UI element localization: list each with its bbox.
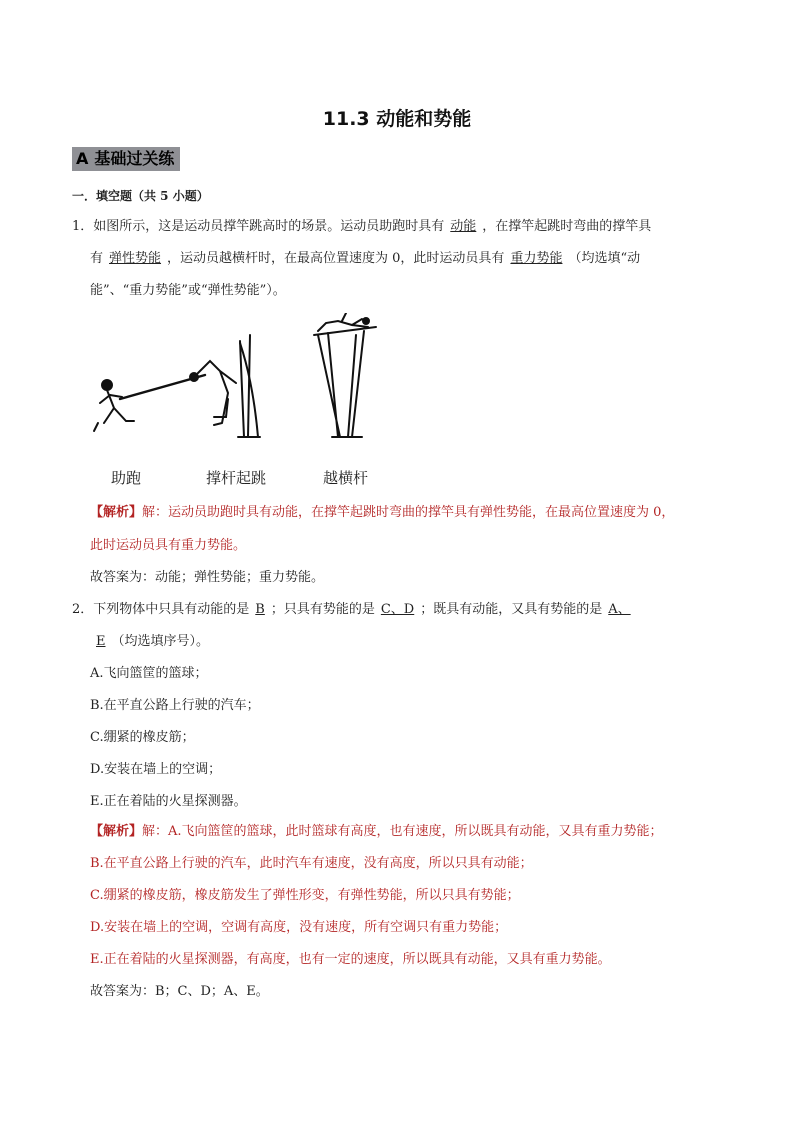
takeoff-sketch — [190, 335, 260, 437]
a2-line5: E.正在着陆的火星探测器，有高度，也有一定的速度，所以既具有动能，又具有重力势能。 — [90, 952, 611, 967]
q2-line1 — [72, 600, 637, 620]
a2-line4: D.安装在墙上的空调，空调有高度，没有速度，所有空调只有重力势能； — [90, 920, 508, 935]
q2-text-b: ；只具有势能的是 — [270, 602, 375, 617]
runner-sketch — [94, 375, 205, 431]
q2-text-a: 2．下列物体中只具有动能的是 — [72, 602, 250, 617]
q1-text-d: ，运动员越横杆时，在最高位置速度为 0，此时运动员具有 — [167, 251, 505, 266]
figure-caption-run: 助跑 — [111, 469, 142, 487]
q1-text-e: （均选填“动 — [568, 251, 641, 266]
q2-option-d: D.安装在墙上的空调； — [90, 762, 222, 777]
q1-blank2: 弹性势能 — [109, 251, 162, 266]
q2-option-b: B.在平直公路上行驶的汽车； — [90, 698, 260, 713]
a2-line2: B.在平直公路上行驶的汽车，此时汽车有速度，没有高度，所以只具有动能； — [90, 856, 533, 871]
q2-option-e: E.正在着陆的火星探测器。 — [90, 794, 247, 809]
q2-blank1: B — [255, 602, 265, 617]
q1-text-b: ，在撑竿起跳时弯曲的撑竿具 — [482, 219, 652, 234]
q1-line3: 能”、“重力势能”或“弹性势能”）。 — [90, 283, 286, 298]
q2-line2 — [90, 632, 209, 652]
a2-line1 — [90, 822, 663, 842]
analysis-tag: 【解析】 — [90, 505, 143, 520]
clear-bar-sketch — [314, 313, 376, 437]
a2-line3: C.绷紧的橡皮筋，橡皮筋发生了弹性形变，有弹性势能，所以只具有势能； — [90, 888, 520, 903]
a1-answer: 故答案为：动能；弹性势能；重力势能。 — [90, 570, 325, 585]
section-label: 基础过关练 — [94, 149, 175, 168]
figure-caption-takeoff: 撑杆起跳 — [206, 469, 267, 487]
q1-line1 — [72, 217, 651, 237]
q2-text-c: ；既具有动能，又具有势能的是 — [420, 602, 603, 617]
page-title: 11.3 动能和势能 — [322, 108, 472, 130]
q1-line2 — [90, 249, 640, 269]
q1-blank1: 动能 — [450, 219, 477, 234]
q1-text-a: 1．如图所示，这是运动员撑竿跳高时的场景。运动员助跑时具有 — [72, 219, 445, 234]
a2-answer: 故答案为：B；C、D；A、E。 — [90, 984, 269, 999]
figure-caption-clear: 越横杆 — [323, 469, 369, 487]
analysis-tag: 【解析】 — [90, 824, 143, 839]
q1-text-c: 有 — [90, 251, 104, 266]
q1-blank3: 重力势能 — [510, 251, 563, 266]
a1-line1 — [90, 503, 674, 523]
pole-vault-figure — [90, 313, 390, 448]
a1-text-1: 解：运动员助跑时具有动能，在撑竿起跳时弯曲的撑竿具有弹性势能，在最高位置速度为 0， — [142, 505, 675, 520]
q2-option-a: A.飞向篮筐的篮球； — [90, 666, 208, 681]
q2-text-d: （均选填序号）。 — [111, 634, 210, 649]
section-letter: A — [76, 149, 89, 168]
part-heading: 一．填空题（共 5 小题） — [72, 189, 209, 203]
q2-blank3a: A、 — [608, 602, 631, 617]
a1-line2: 此时运动员具有重力势能。 — [90, 538, 247, 553]
section-header — [72, 147, 180, 171]
q2-blank3b: E — [96, 634, 106, 649]
q2-option-c: C.绷紧的橡皮筋； — [90, 730, 195, 745]
a2-text-1: 解：A.飞向篮筐的篮球，此时篮球有高度，也有速度，所以既具有动能，又具有重力势能； — [142, 824, 663, 839]
q2-blank2: C、D — [380, 602, 415, 617]
